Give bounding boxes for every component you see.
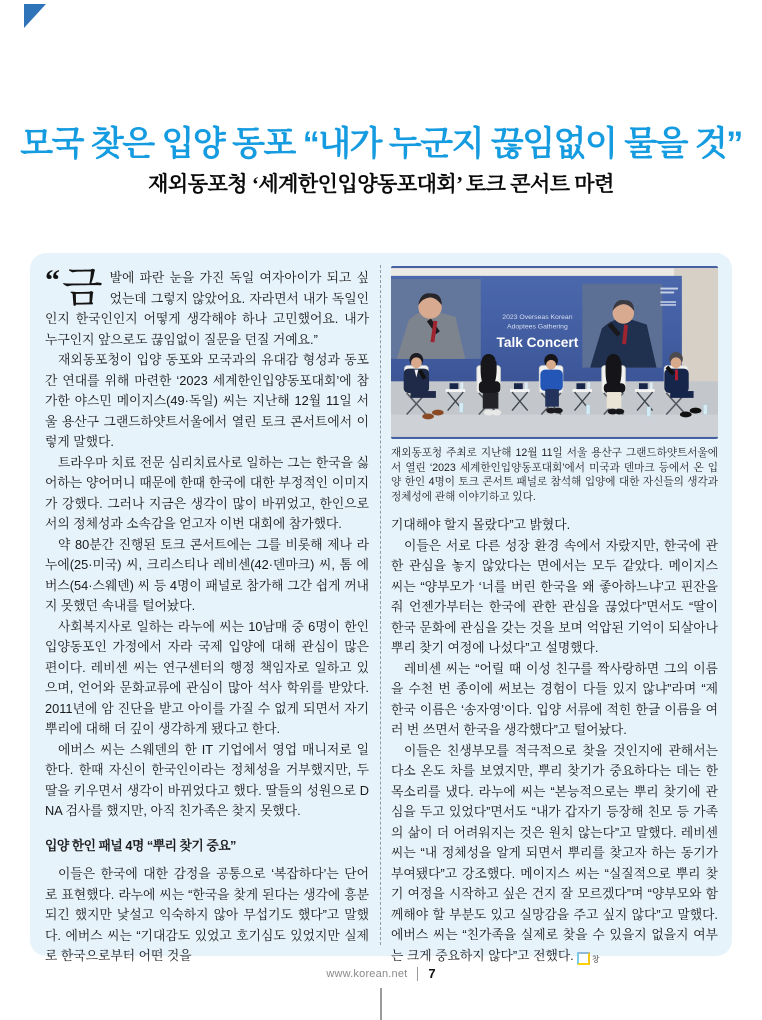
right-video-screen (582, 284, 662, 368)
article-headline: 모국 찾은 입양 동포 “내가 누군지 끊임없이 물을 것” (20, 125, 742, 163)
right-column (391, 266, 718, 966)
open-quote-mark: “ (45, 264, 60, 297)
left-video-screen (391, 279, 481, 359)
paragraph-text: 이들은 친생부모를 적극적으로 찾을 것인지에 관해서는 다소 온도 차를 보였지만, 뿌리 찾기가 중요하다는 데는 한목소리를 냈다. 라누에 씨는 “본능적으로는 뿌리 찾기에 관심을 두고 있었다”면서도 “내가 갑자기 등장해 친모 등 가족의 삶이 더 어려워지는 것은 원치 않는다”고 말했다. 레비센 씨는 “내 정체성을 알게 되면서 뿌리를 찾고자 하는 동기가 부여됐다”고 강조했다. 메이지스 씨는 “실질적으로 뿌리 찾기 여정을 시작하고 싶은 건지 잘 모르겠다”며 “양부모와 함께해야 할 부분도 있고 실망감을 주고 싶지 않다”고 말했다. 에버스 씨는 “친가족을 실제로 찾을 수 있을지 없을지 여부는 크게 중요하지 않다”고 전했다. (391, 742, 718, 963)
stage-front (391, 414, 718, 436)
page-number: 7 (428, 966, 436, 981)
drop-cap: 금 (62, 266, 103, 312)
right-column-text (391, 515, 718, 966)
lead-text: 발에 파란 눈을 가진 독일 여자아이가 되고 싶었는데 그렇지 않았어요. 자라면서 내가 독일인인지 한국인인지 어떻게 생각해야 하나 고민했어요. 내가 누구인지 앞으로도 끊임없이 질문을 던질 거예요.” (45, 270, 369, 347)
lead-paragraph (45, 264, 369, 350)
article-subtitle: 재외동포청 ‘세계한인입양동포대회’ 토크 콘서트 마련 (148, 172, 614, 196)
paragraph (391, 741, 718, 967)
backdrop-text-line2: Adoptees Gathering (507, 323, 568, 331)
website-url: www.korean.net (326, 967, 408, 980)
corner-triangle-decoration (24, 4, 46, 28)
paragraph: 약 80분간 진행된 토크 콘서트에는 그를 비롯해 제나 라누에(25·미국) 씨, 크리스티나 레비센(42·덴마크) 씨, 톰 에버스(54·스웨덴) 씨 등 4명이 패널로 참가해 그간 쉽게 꺼내지 못했던 속내를 털어놨다. (45, 536, 369, 613)
backdrop-text-line1: 2023 Overseas Korean (502, 313, 573, 321)
paragraph: 기대해야 할지 몰랐다”고 밝혔다. (391, 517, 571, 533)
page-footer (0, 966, 762, 981)
footer-separator (417, 967, 418, 981)
bottom-fold-mark (380, 988, 382, 1020)
paragraph: 사회복지사로 일하는 라누에 씨는 10남매 중 6명이 한인 입양동포인 가정에서 자라 국제 입양에 대해 관심이 많은 편이다. 레비센 씨는 연구센터의 행정 책임자로 일하고 있으며, 언어와 문화교류에 관심이 많아 석사 학위를 받았다. 2011년에 암 진단을 받고 아이를 가질 수 없게 되면서 자기 뿌리에 대해 더 깊이 생각하게 됐다고 한다. (45, 618, 369, 736)
end-mark-logo: 창 (577, 952, 590, 965)
section-subhead: 입양 한인 패널 4명 “뿌리 찾기 중요” (45, 837, 236, 853)
paragraph: 트라우마 치료 전문 심리치료사로 일하는 그는 한국을 싫어하는 양어머니 때문에 한때 한국에 대한 부정적인 이미지가 강했다. 그러나 지금은 생각이 많이 바뀌었고, 한인으로서의 정체성과 소속감을 얻고자 이번 대회에 참가했다. (45, 454, 369, 531)
backdrop-title: Talk Concert (496, 335, 579, 351)
paragraph: 재외동포청이 입양 동포와 모국과의 유대감 형성과 동포 간 연대를 위해 마련한 ‘2023 세계한인입양동포대회’에 참가한 야스민 메이지스(49·독일) 씨는 지난해 12월 11일 서울 용산구 그랜드하얏트서울에서 열린 토크 콘서트에서 이렇게 말했다. (45, 352, 369, 449)
event-photo (391, 266, 718, 439)
left-column (45, 264, 369, 967)
paragraph: 이들은 한국에 대한 감정을 공통으로 ‘복잡하다’는 단어로 표현했다. 라누에 씨는 “한국을 찾게 된다는 생각에 흥분되긴 했지만 낯설고 익숙하지 않아 무섭기도 했다”고 말했다. 에버스 씨는 “기대감도 있었고 호기심도 있었지만 실제로 한국으로부터 어떤 것을 (45, 866, 369, 963)
paragraph: 레비센 씨는 “어릴 때 이성 친구를 짝사랑하면 그의 이름을 수천 번 종이에 써보는 경험이 다들 있지 않냐”라며 “제 한국 이름은 ‘송자영’이다. 입양 서류에 적힌 한글 이름을 여러 번 쓰면서 한국을 생각했다”고 털어놨다. (391, 660, 718, 738)
paragraph: 에버스 씨는 스웨덴의 한 IT 기업에서 영업 매니저로 일한다. 한때 자신이 한국인이라는 정체성을 거부했지만, 두 딸을 키우면서 생각이 바뀌었다고 했다. 딸들의 성원으로 DNA 검사를 했지만, 아직 친가족은 찾지 못했다. (45, 741, 369, 818)
column-divider (380, 265, 381, 945)
photo-caption: 재외동포청 주최로 지난해 12월 11일 서울 용산구 그랜드하얏트서울에서 열린 ‘2023 세계한인입양동포대회’에서 미국과 덴마크 등에서 온 입양 한인 4명이 토크 콘서트 패널로 참석해 입양에 대한 자신들의 생각과 정체성에 관해 이야기하고 있다. (391, 447, 718, 503)
paragraph: 이들은 서로 다른 성장 환경 속에서 자랐지만, 한국에 관한 관심을 놓지 않았다는 면에서는 모두 같았다. 메이지스 씨는 “양부모가 ‘너를 버린 한국을 왜 좋아하느냐’고 핀잔을 줘 언젠가부터는 한국에 관한 관심을 끊었다”면서도 “딸이 한국 문화에 관심을 갖는 것을 보며 억압된 기억이 되살아나 뿌리 찾기 여정에 나섰다”고 설명했다. (391, 537, 718, 656)
